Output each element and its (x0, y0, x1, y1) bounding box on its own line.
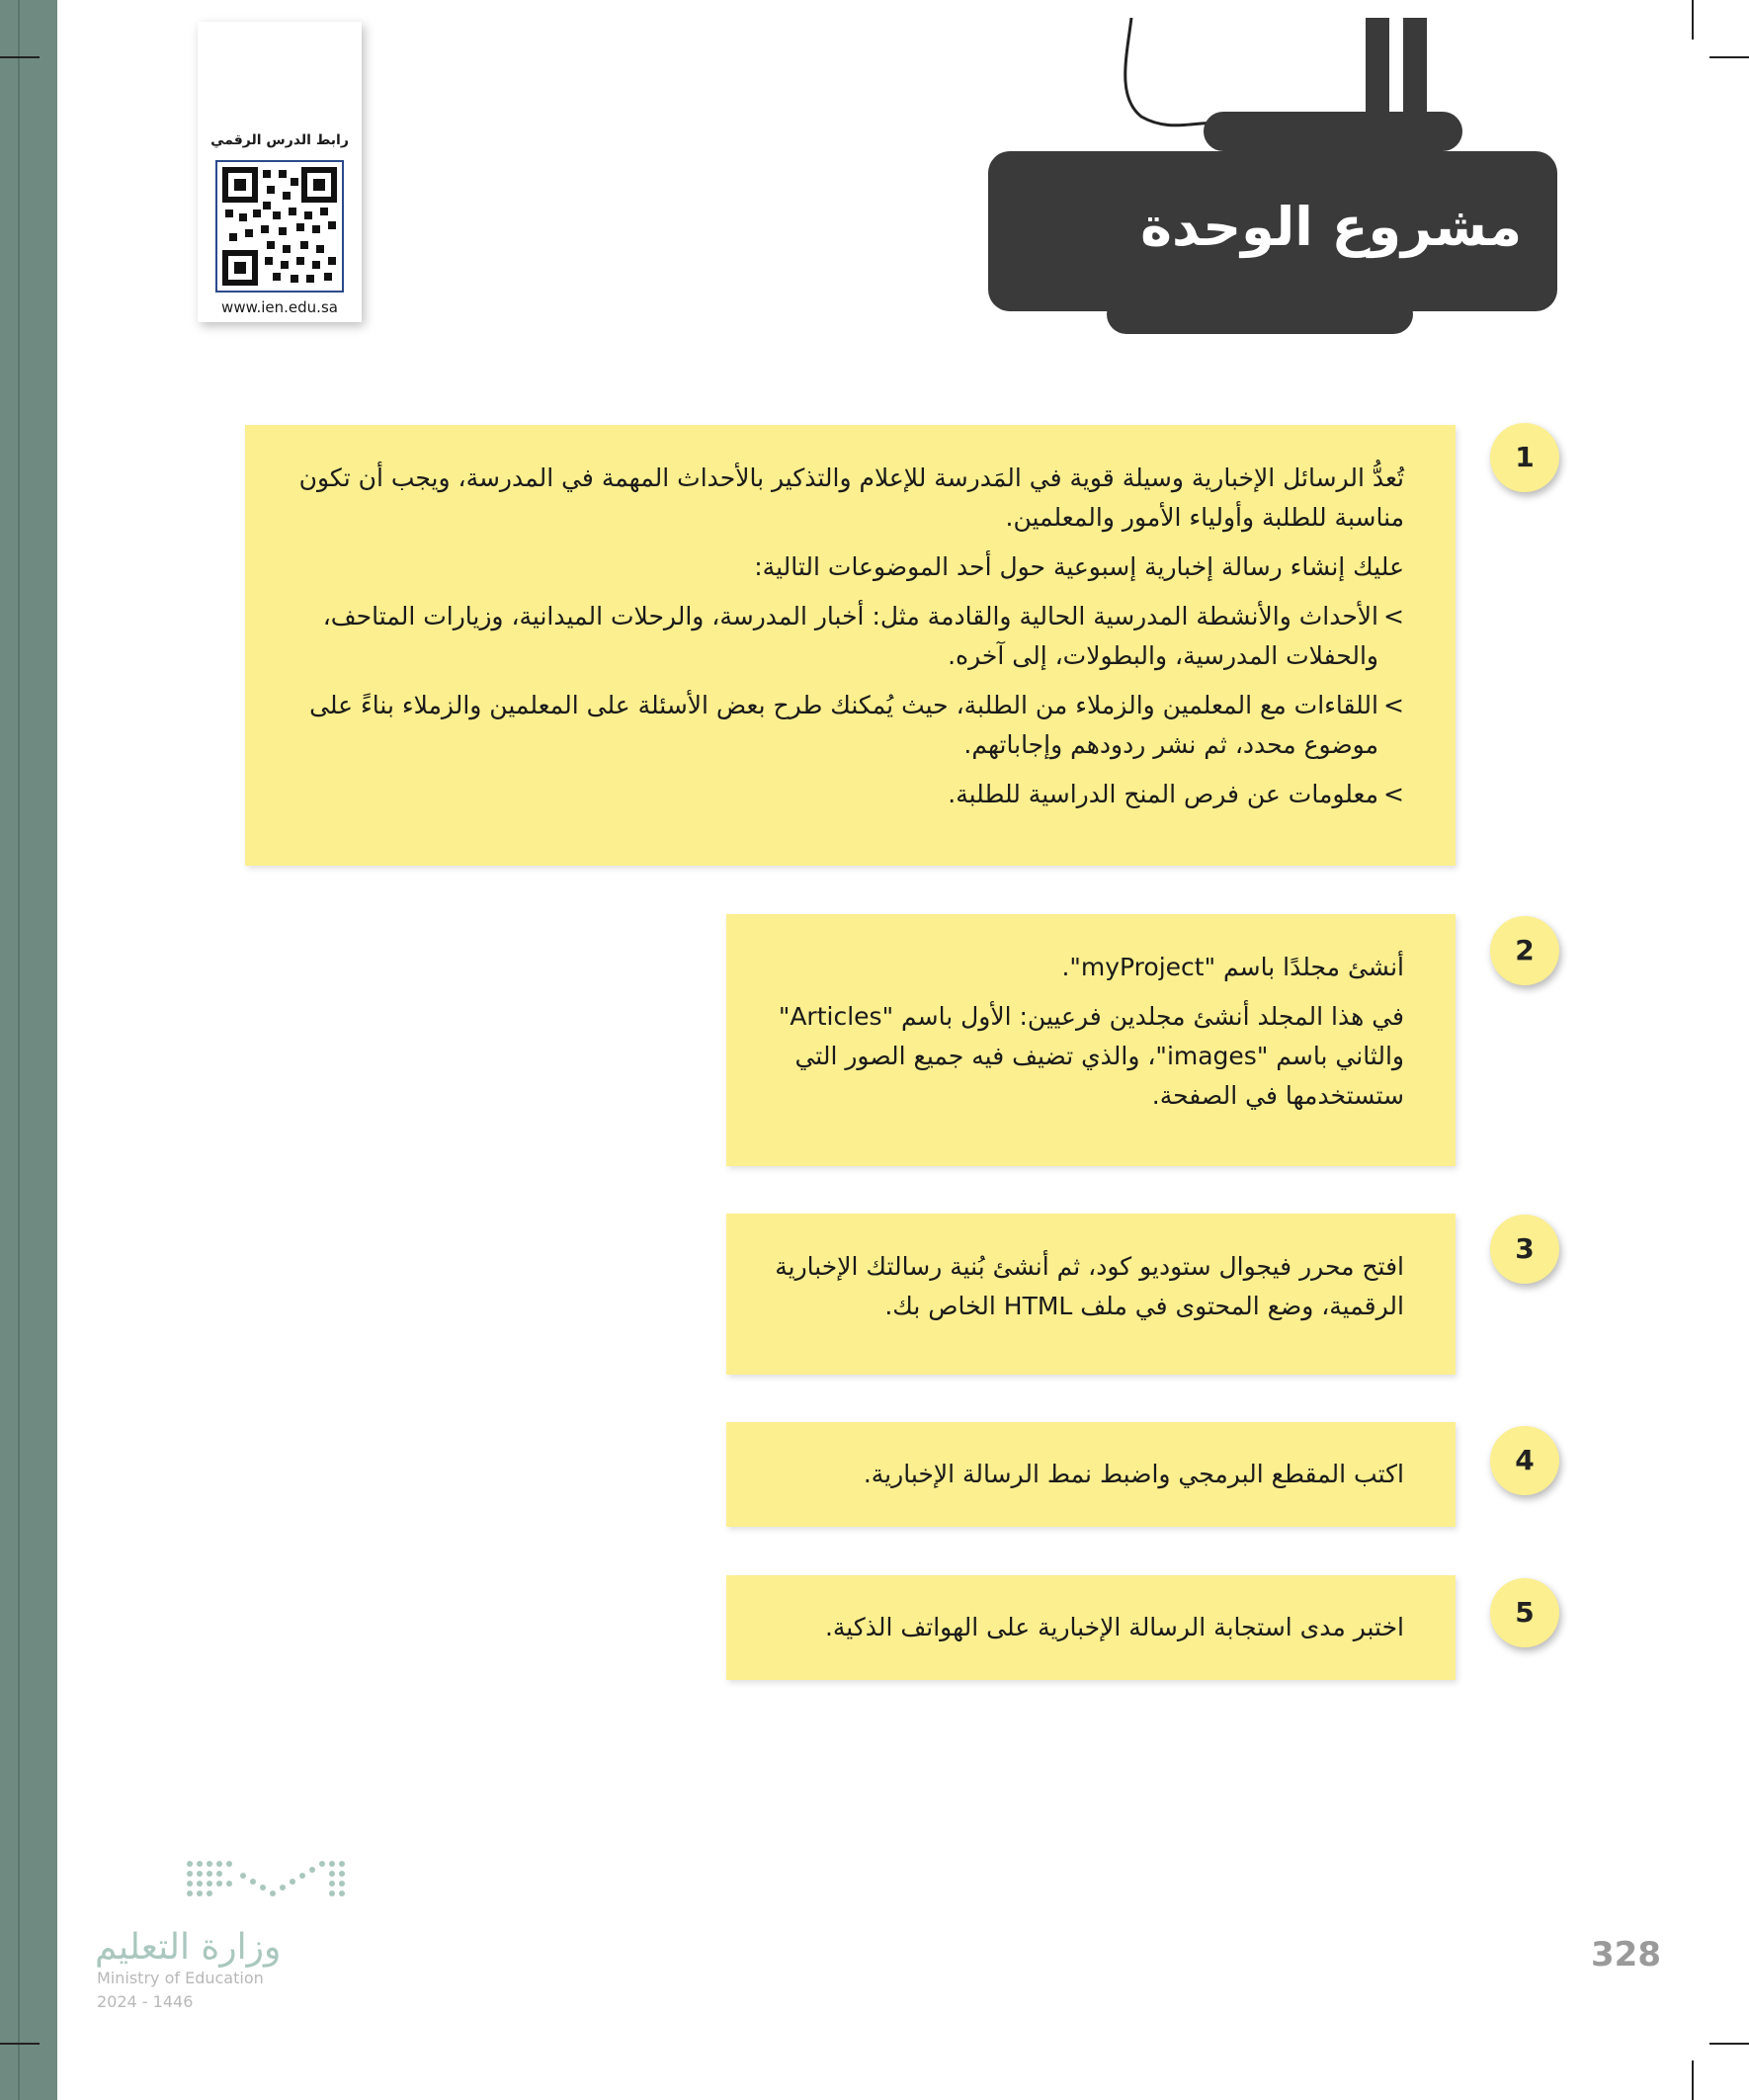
ministry-dots-icon (184, 1858, 441, 1917)
crop-mark (1709, 56, 1749, 58)
qr-label: رابط الدرس الرقمي (210, 132, 349, 148)
bullet-mark: > (1383, 691, 1404, 719)
side-stripe (0, 0, 57, 2100)
step-number-badge: 1 (1490, 423, 1559, 492)
qr-card[interactable] (198, 22, 362, 322)
step-1-text (281, 459, 1404, 814)
step-2-text (762, 948, 1404, 1116)
crop-mark (0, 56, 40, 58)
step-3-paragraph: افتح محرر فيجوال ستوديو كود، ثم أنشئ بُنية رسالتك الإخبارية الرقمية، وضع المحتوى في ملف HTML الخاص بك. (775, 1252, 1404, 1320)
bullet-mark: > (1383, 602, 1404, 630)
ministry-name-ar: وزارة التعليم (95, 1927, 282, 1968)
qr-url[interactable]: www.ien.edu.sa (221, 298, 338, 316)
step-1-paragraph: عليك إنشاء رسالة إخبارية إسبوعية حول أحد الموضوعات التالية: (754, 552, 1404, 581)
crop-mark (1692, 0, 1694, 40)
step-1-paragraph: تُعدُّ الرسائل الإخبارية وسيلة قوية في المَدرسة للإعلام والتذكير بالأحداث المهمة في المدرسة، ويجب أن تكون مناسبة للطلبة وأولياء الأمور والمعلمين. (298, 463, 1404, 532)
step-5-box (726, 1575, 1456, 1680)
step-5-paragraph: اختبر مدى استجابة الرسالة الإخبارية على الهواتف الذكية. (824, 1613, 1404, 1641)
list-item-text: الأحداث والأنشطة المدرسية الحالية والقادمة مثل: أخبار المدرسة، والرحلات الميدانية، وزيارات المتاحف، والحفلات المدرسية، والبطولات، إلى آخره. (322, 602, 1378, 670)
side-stripe-line (18, 0, 20, 2100)
ministry-logo (95, 1858, 391, 2016)
step-3-text (762, 1247, 1404, 1326)
list-item (281, 775, 1404, 814)
crop-mark (0, 2043, 40, 2045)
step-5-text (762, 1608, 1404, 1647)
step-1-box (245, 425, 1456, 866)
page-number: 328 (1591, 1935, 1661, 1974)
step-4-paragraph: اكتب المقطع البرمجي واضبط نمط الرسالة الإخبارية. (863, 1460, 1404, 1488)
ministry-name-en: Ministry of Education (97, 1969, 264, 1987)
step-3-box (726, 1214, 1456, 1375)
ministry-year: 2024 - 1446 (97, 1992, 194, 2011)
step-4-box (726, 1422, 1456, 1527)
crop-mark (1692, 2060, 1694, 2100)
step-number-badge: 5 (1490, 1578, 1559, 1647)
step-1-list (281, 597, 1404, 814)
list-item (281, 686, 1404, 765)
qr-code-icon[interactable] (215, 160, 344, 293)
crop-mark (1709, 2043, 1749, 2045)
page-title: مشروع الوحدة (1140, 196, 1522, 258)
step-number-badge: 2 (1490, 916, 1559, 985)
bullet-mark: > (1383, 780, 1404, 808)
step-4-text (762, 1455, 1404, 1494)
list-item-text: اللقاءات مع المعلمين والزملاء من الطلبة، حيث يُمكنك طرح بعض الأسئلة على المعلمين والزملاء بناءً على موضوع محدد، ثم نشر ردودهم وإجاباتهم. (309, 691, 1378, 759)
step-2-paragraph: في هذا المجلد أنشئ مجلدين فرعيين: الأول باسم "Articles" والثاني باسم "images"، والذي تضيف فيه جميع الصور التي ستستخدمها في الصفحة. (778, 1002, 1404, 1110)
step-2-box (726, 914, 1456, 1166)
step-2-paragraph: أنشئ مجلدًا باسم "myProject". (1061, 953, 1404, 981)
step-number-badge: 4 (1490, 1426, 1559, 1495)
title-banner (978, 18, 1571, 334)
list-item (281, 597, 1404, 676)
list-item-text: معلومات عن فرص المنح الدراسية للطلبة. (948, 780, 1378, 808)
step-number-badge: 3 (1490, 1215, 1559, 1284)
